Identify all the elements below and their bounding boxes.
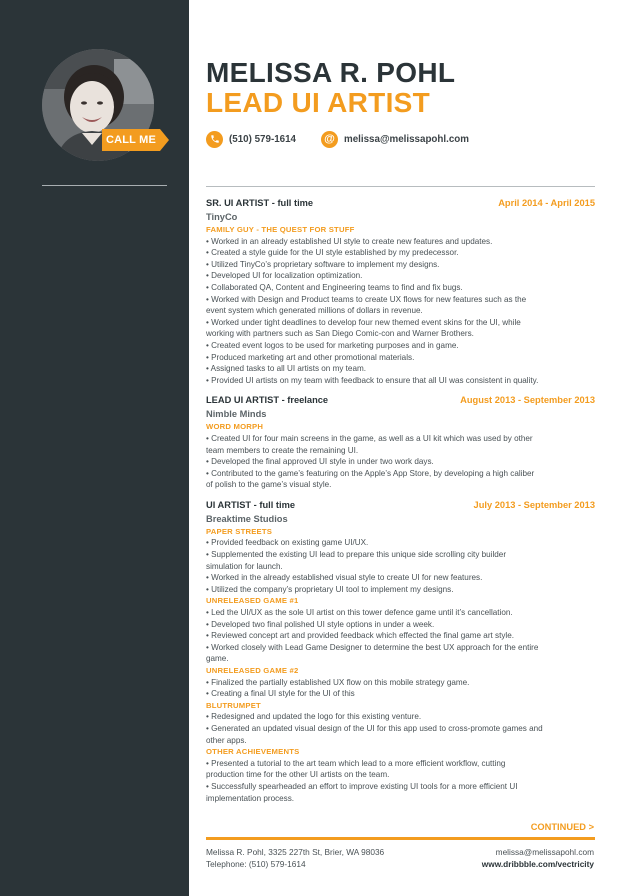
- bullet-line: • Reviewed concept art and provided feedback which effected the final game art style.: [206, 631, 515, 641]
- footer-address: Melissa R. Pohl, 3325 227th St, Brier, WA 98036: [206, 847, 385, 857]
- company-name: Nimble Minds: [206, 409, 267, 420]
- bullet-line: • Redesigned and updated the logo for this existing venture.: [206, 712, 422, 722]
- bullet-line: • Collaborated QA, Content and Engineering teams to find and fix bugs.: [206, 282, 463, 292]
- job-header: [206, 395, 595, 407]
- continued-link[interactable]: CONTINUED >: [530, 822, 594, 832]
- bullet-line: • Creating a final UI style for the UI of this: [206, 689, 355, 699]
- bullet-line: • Worked closely with Lead Game Designer to determine the best UX approach for the entire: [206, 642, 539, 652]
- bullet-line: • Led the UI/UX as the sole UI artist on this tower defence game until it’s cancellation.: [206, 608, 513, 618]
- footer-telephone: Telephone: (510) 579-1614: [206, 859, 306, 869]
- job-entry: [206, 395, 595, 491]
- job-entry: [206, 198, 595, 386]
- bullet-line: • Worked under tight deadlines to develop four new themed event skins for the UI, while: [206, 317, 521, 327]
- email-contact[interactable]: [321, 130, 469, 148]
- company-name: Breaktime Studios: [206, 513, 288, 524]
- job-title: UI ARTIST - full time: [206, 499, 296, 510]
- project-title: WORD MORPH: [206, 422, 264, 432]
- at-sign-icon: @: [321, 131, 338, 148]
- candidate-name: MELISSA R. POHL: [206, 57, 456, 88]
- project-title: UNRELEASED GAME #1: [206, 596, 299, 606]
- sidebar: [0, 0, 189, 896]
- sidebar-divider: [42, 185, 167, 186]
- job-dates: August 2013 - September 2013: [460, 395, 595, 406]
- bullet-line: implementation process.: [206, 793, 295, 803]
- bullet-line: • Provided UI artists on my team with feedback to ensure that all UI was consistent in quality.: [206, 375, 539, 385]
- header-divider: [206, 186, 595, 187]
- bullet-line: • Developed the final approved UI style in under two work days.: [206, 457, 434, 467]
- bullet-line: • Created a style guide for the UI style established by my predecessor.: [206, 248, 459, 258]
- bullet-line: working with partners such as San Diego Comic-con and Warner Brothers.: [206, 329, 474, 339]
- job-dates: April 2014 - April 2015: [498, 198, 595, 208]
- bullet-line: • Generated an updated visual design of the UI for this app used to cross-promote games and: [206, 723, 543, 733]
- call-me-label: CALL ME: [105, 134, 157, 146]
- job-title: SR. UI ARTIST - full time: [206, 198, 314, 208]
- bullet-line: • Utilized the company’s proprietary UI tool to implement my designs.: [206, 584, 454, 594]
- bullet-line: • Produced marketing art and other promotional materials.: [206, 352, 415, 362]
- bullet-line: • Successfully spearheaded an effort to improve existing UI tools for a more efficient UI: [206, 781, 518, 791]
- job-title: LEAD UI ARTIST - freelance: [206, 395, 329, 406]
- bullet-line: • Finalized the partially established UX flow on this mobile strategy game.: [206, 677, 470, 687]
- bullet-line: • Worked in an already established UI style to create new features and updates.: [206, 236, 493, 246]
- bullet-line: • Supplemented the existing UI lead to prepare this unique side scrolling city builder: [206, 550, 507, 560]
- phone-contact[interactable]: [206, 130, 296, 148]
- project-title: UNRELEASED GAME #2: [206, 666, 299, 675]
- footer-divider: [206, 837, 595, 840]
- job-entry: [206, 500, 595, 804]
- project-title: OTHER ACHIEVEMENTS: [206, 747, 300, 757]
- bullet-line: event system which generated millions of dollars in revenue.: [206, 306, 423, 316]
- footer-links: [482, 846, 594, 870]
- project-title: PAPER STREETS: [206, 526, 273, 536]
- bullet-line: • Assigned tasks to all UI artists on my team.: [206, 364, 366, 374]
- call-me-arrow: [160, 129, 169, 151]
- footer-email[interactable]: melissa@melissapohl.com: [495, 847, 594, 857]
- job-header: [206, 198, 595, 210]
- bullet-line: • Presented a tutorial to the art team which lead to a more efficient workflow, cutting: [206, 758, 506, 768]
- candidate-role: LEAD UI ARTIST: [206, 87, 431, 118]
- job-header: [206, 500, 595, 512]
- company-name: TinyCo: [206, 212, 238, 222]
- bullet-line: • Created UI for four main screens in the game, as well as a UI kit which was used by other: [206, 433, 533, 443]
- project-title: FAMILY GUY - THE QUEST FOR STUFF: [206, 225, 355, 234]
- bullet-line: • Worked in the already established visual style to create UI for new features.: [206, 573, 483, 583]
- bullet-line: • Contributed to the game’s featuring on the Apple’s App Store, by developing a high caliber: [206, 468, 535, 478]
- bullet-line: • Developed two final polished UI style options in under a week.: [206, 619, 435, 629]
- email-address: melissa@melissapohl.com: [344, 133, 469, 145]
- bullet-line: production time for the other UI artists on the team.: [206, 770, 390, 780]
- footer-website[interactable]: www.dribbble.com/vectricity: [481, 859, 594, 869]
- bullet-line: • Developed UI for localization optimization.: [206, 271, 363, 281]
- call-me-badge[interactable]: [102, 129, 168, 151]
- job-dates: July 2013 - September 2013: [473, 499, 595, 510]
- project-title: BLUTRUMPET: [206, 700, 261, 710]
- bullet-line: of polish to the game’s visual style.: [206, 480, 332, 490]
- bullet-line: • Worked with Design and Product teams to create UX flows for new features such as the: [206, 294, 527, 304]
- bullet-line: • Utilized TinyCo’s proprietary software to implement my designs.: [206, 259, 440, 269]
- bullet-line: team members to create the remaining UI.: [206, 445, 359, 455]
- phone-number: (510) 579-1614: [229, 133, 296, 145]
- bullet-line: game.: [206, 654, 229, 664]
- bullet-line: other apps.: [206, 735, 247, 745]
- footer-address-block: [206, 846, 384, 870]
- bullet-line: simulation for launch.: [206, 561, 283, 571]
- bullet-line: • Created event logos to be used for marketing purposes and in game.: [206, 340, 459, 350]
- phone-icon: [206, 131, 223, 148]
- bullet-line: • Provided feedback on existing game UI/UX.: [206, 538, 369, 548]
- work-history: [206, 198, 595, 813]
